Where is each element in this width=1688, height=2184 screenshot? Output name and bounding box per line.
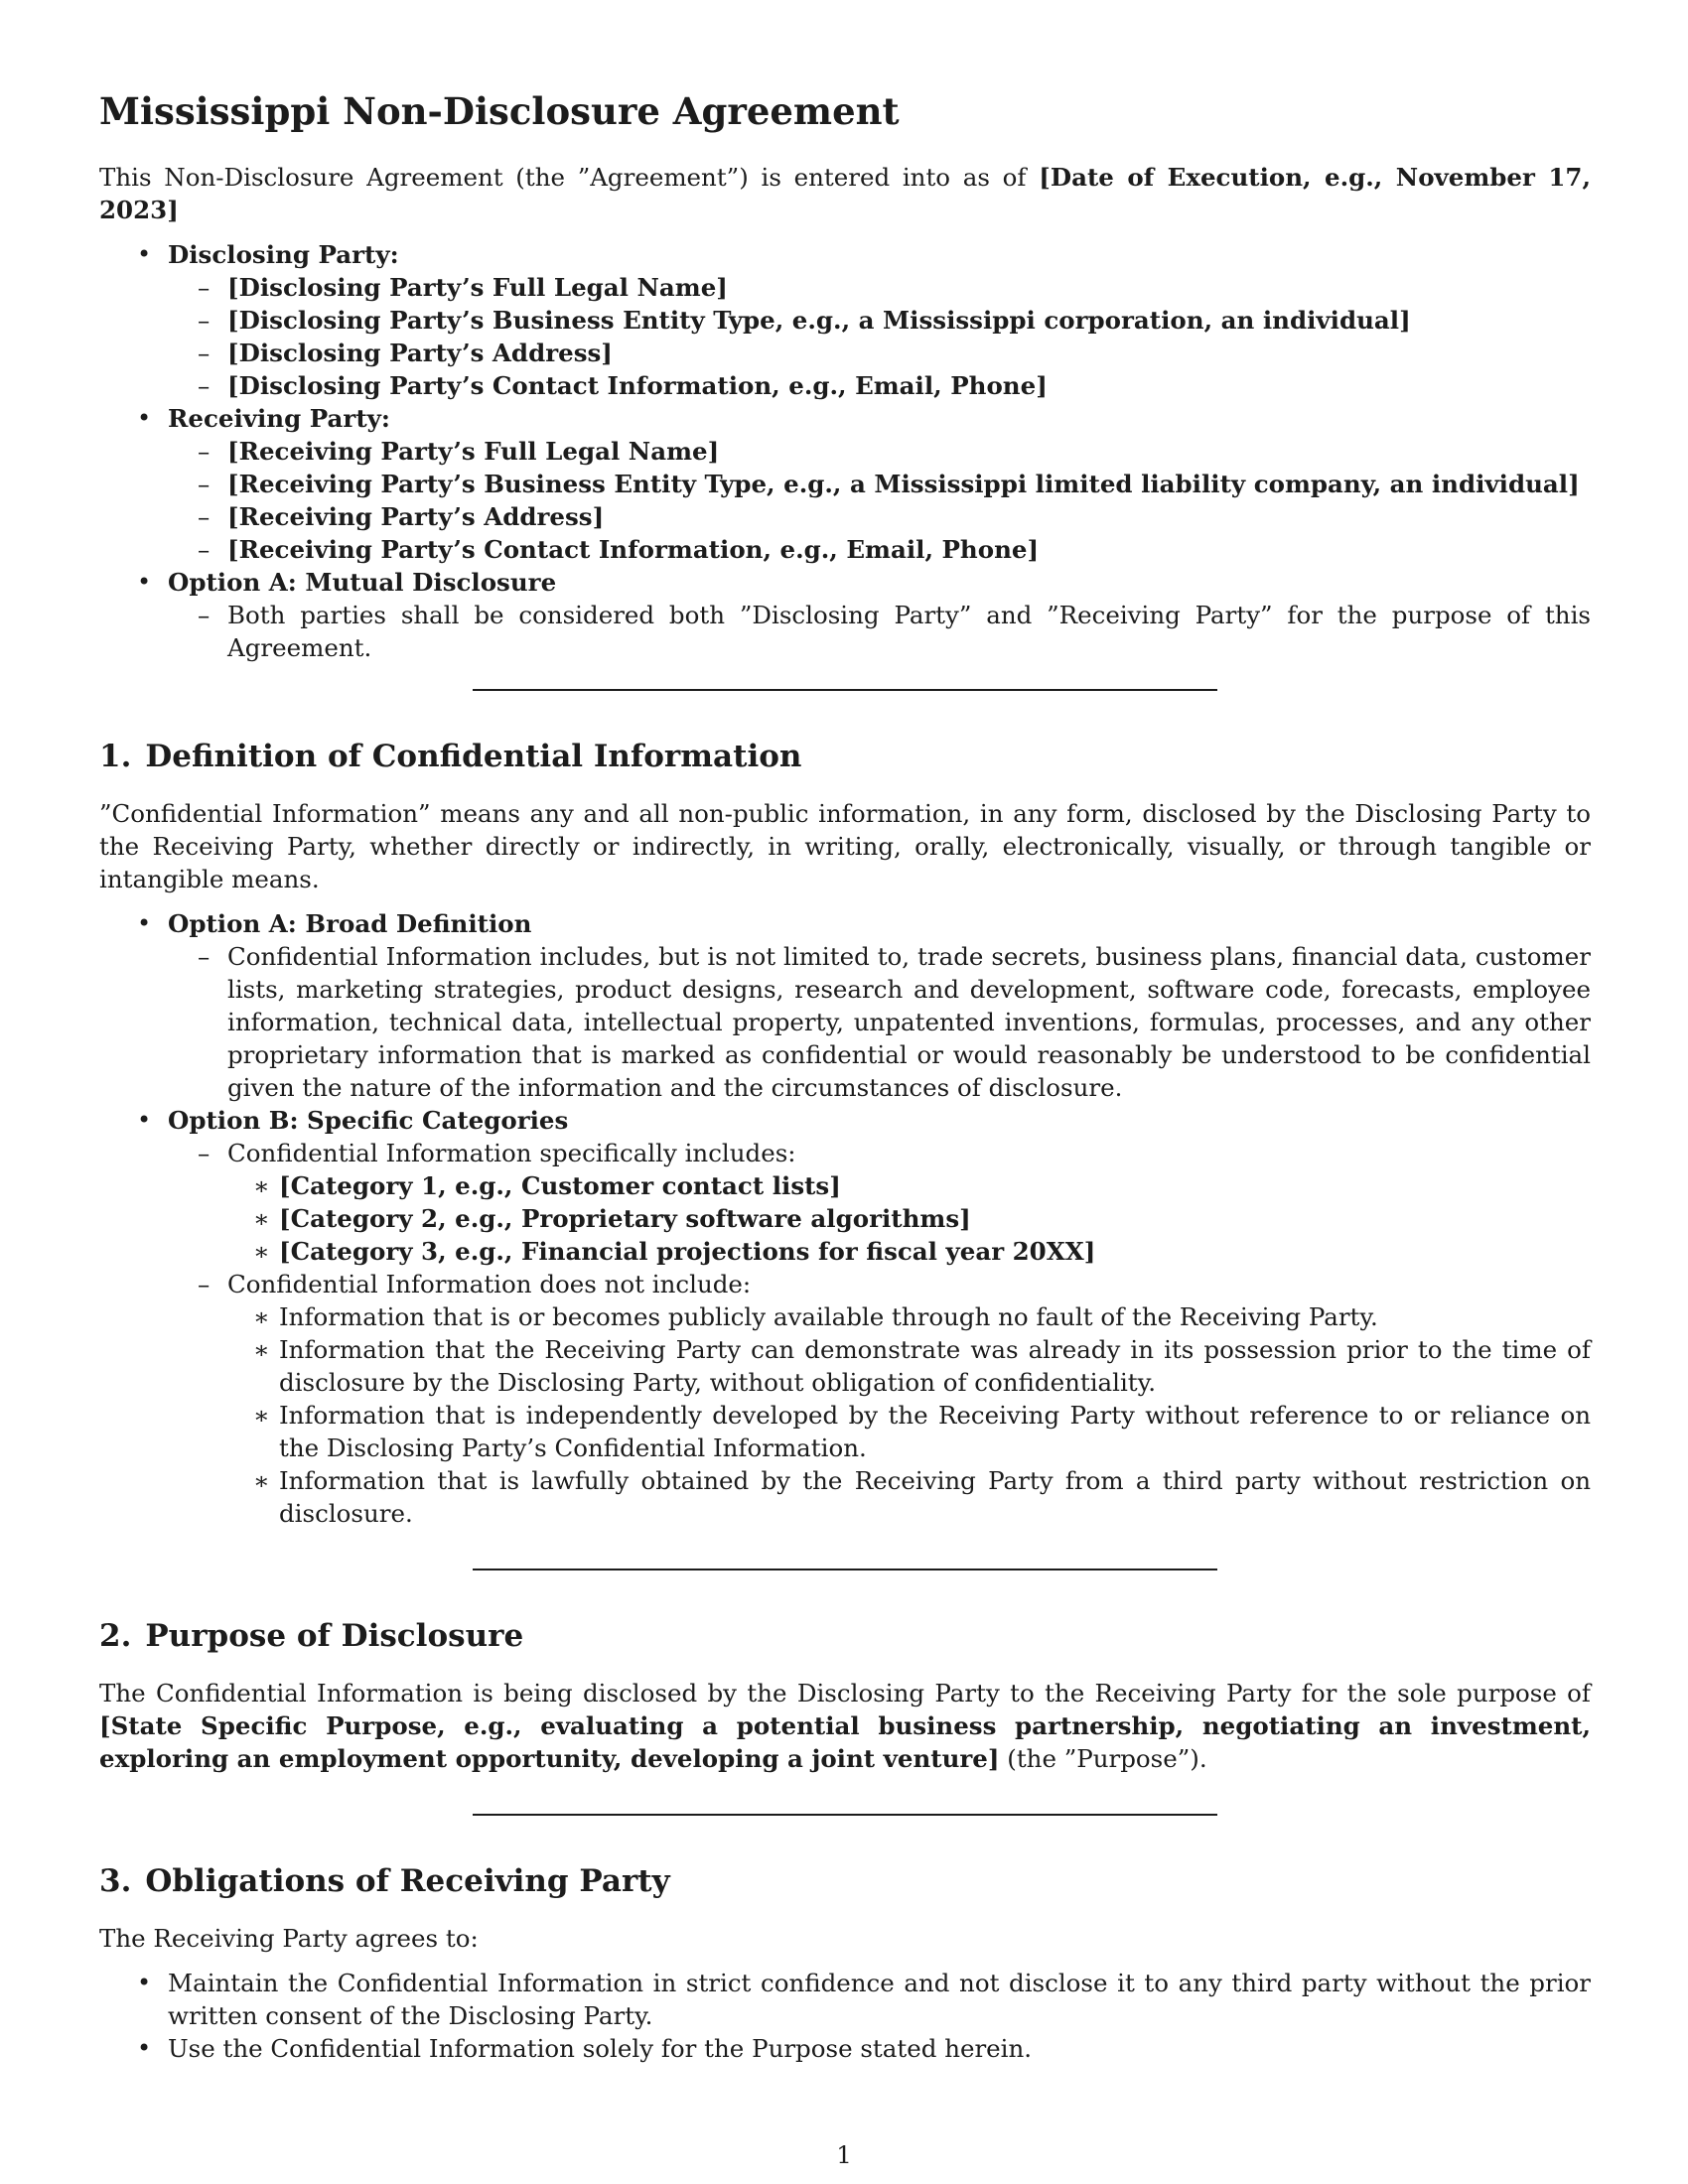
receiving-party-label: Receiving Party: [168,404,390,433]
disclosing-entity-placeholder: [Disclosing Party’s Business Entity Type, e.g., a Mississippi corporation, an individual] [227,306,1411,335]
exclusion-text: Information that is or becomes publicly available through no fault of the Receiving Party. [279,1302,1378,1331]
section-3-intro: The Receiving Party agrees to: [99,1924,479,1953]
category-placeholder: [Category 1, e.g., Customer contact lists] [279,1171,841,1200]
list-item [168,1137,1591,1268]
section-title: Definition of Confidential Information [145,739,802,774]
intro-paragraph [99,161,1591,226]
category-placeholder: [Category 3, e.g., Financial projections for fiscal year 20XX] [279,1237,1096,1266]
receiving-contact-placeholder: [Receiving Party’s Contact Information, e.g., Email, Phone] [227,535,1040,564]
receiving-address-placeholder: [Receiving Party’s Address] [227,502,605,531]
obligation-text: Maintain the Confidential Information in strict confidence and not disclose it to any third party without the prior written consent of the Disclosing Party. [168,1969,1591,2030]
exclusion-text: Information that is independently developed by the Receiving Party without reference to or reliance on the Disclosing Party’s Confidential Information. [279,1401,1591,1462]
exclusion-text: Information that is lawfully obtained by the Receiving Party from a third party without restriction on disclosure. [279,1466,1591,1528]
purpose-text-after: (the ”Purpose”). [999,1744,1207,1773]
section-2-heading [99,1615,1591,1657]
disclosing-name-placeholder: [Disclosing Party’s Full Legal Name] [227,273,728,302]
list-item [227,1169,1591,1202]
list-item [99,402,1591,566]
section-2-paragraph [99,1677,1591,1775]
section-1-heading [99,736,1591,777]
disclosing-party-details [168,271,1591,402]
list-item [168,337,1591,369]
section-1-options [99,907,1591,1530]
exclusion-text: Information that the Receiving Party can demonstrate was already in its possession prior to the time of disclosure by the Disclosing Party, without obligation of confidentiality. [279,1335,1591,1397]
section-number: 2. [99,1618,132,1654]
option-a-details [168,940,1591,1104]
section-title: Purpose of Disclosure [145,1618,524,1654]
option-a-label: Option A: Broad Definition [168,909,532,938]
list-item [168,369,1591,402]
receiving-party-details [168,435,1591,566]
list-item [99,1104,1591,1530]
list-item [168,940,1591,1104]
list-item [168,271,1591,304]
list-item [227,1202,1591,1235]
mutual-disclosure-details [168,599,1591,664]
list-item [99,566,1591,664]
disclosing-address-placeholder: [Disclosing Party’s Address] [227,339,613,367]
section-number: 1. [99,739,132,774]
receiving-name-placeholder: [Receiving Party’s Full Legal Name] [227,437,720,466]
list-item [99,238,1591,402]
list-item [168,468,1591,500]
execution-date-placeholder: [Date of Execution, e.g., November 17, 2023] [99,163,1591,224]
receiving-entity-placeholder: [Receiving Party’s Business Entity Type, e.g., a Mississippi limited liability company, an individual] [227,470,1580,498]
list-item [168,533,1591,566]
includes-list [227,1169,1591,1268]
section-title: Obligations of Receiving Party [145,1863,670,1899]
section-divider [473,689,1217,691]
parties-list [99,238,1591,664]
page-number: 1 [836,2140,852,2169]
excludes-list [227,1300,1591,1530]
list-item [168,304,1591,337]
list-item [168,500,1591,533]
list-item [168,435,1591,468]
purpose-text-before: The Confidential Information is being disclosed by the Disclosing Party to the Receiving Party for the sole purpose of [99,1679,1591,1707]
section-number: 3. [99,1863,132,1899]
section-divider [473,1569,1217,1570]
disclosing-contact-placeholder: [Disclosing Party’s Contact Information, e.g., Email, Phone] [227,371,1048,400]
option-b-label: Option B: Specific Categories [168,1106,569,1135]
option-a-text: Confidential Information includes, but is not limited to, trade secrets, business plans, financial data, customer lists, marketing strategies, product designs, research and development, software code, forecasts, employee information, technical data, intellectual property, unpatented inventions, formulas, processes, and any other proprietary information that is marked as confidential or would reasonably be understood to be confidential given the nature of the information and the circumstances of disclosure. [227,942,1591,1102]
list-item [227,1464,1591,1530]
list-item [99,2032,1591,2065]
list-item [168,599,1591,664]
list-item [168,1268,1591,1530]
purpose-placeholder: [State Specific Purpose, e.g., evaluating a potential business partnership, negotiating an investment, exploring an employment opportunity, developing a joint venture] [99,1711,1591,1773]
section-1-intro: ”Confidential Information” means any and all non-public information, in any form, disclosed by the Disclosing Party to the Receiving Party, whether directly or indirectly, in writing, orally, electronically, visually, or through tangible or intangible means. [99,799,1591,893]
obligations-list [99,1967,1591,2065]
category-placeholder: [Category 2, e.g., Proprietary software algorithms] [279,1204,971,1233]
list-item [99,907,1591,1104]
document-title: Mississippi Non-Disclosure Agreement [99,89,900,133]
section-3-heading [99,1860,1591,1902]
obligation-text: Use the Confidential Information solely for the Purpose stated herein. [168,2034,1033,2063]
disclosing-party-label: Disclosing Party: [168,240,399,269]
option-b-details [168,1137,1591,1530]
list-item [227,1333,1591,1399]
mutual-disclosure-label: Option A: Mutual Disclosure [168,568,557,597]
list-item [227,1235,1591,1268]
section-divider [473,1814,1217,1816]
intro-text: This Non-Disclosure Agreement (the ”Agreement”) is entered into as of [99,163,1040,192]
list-item [99,1967,1591,2032]
excludes-label: Confidential Information does not include: [227,1270,752,1298]
document-page [99,87,1591,2065]
mutual-disclosure-text: Both parties shall be considered both ”Disclosing Party” and ”Receiving Party” for the purpose of this Agreement. [227,601,1591,662]
list-item [227,1300,1591,1333]
list-item [227,1399,1591,1464]
includes-label: Confidential Information specifically includes: [227,1139,796,1167]
